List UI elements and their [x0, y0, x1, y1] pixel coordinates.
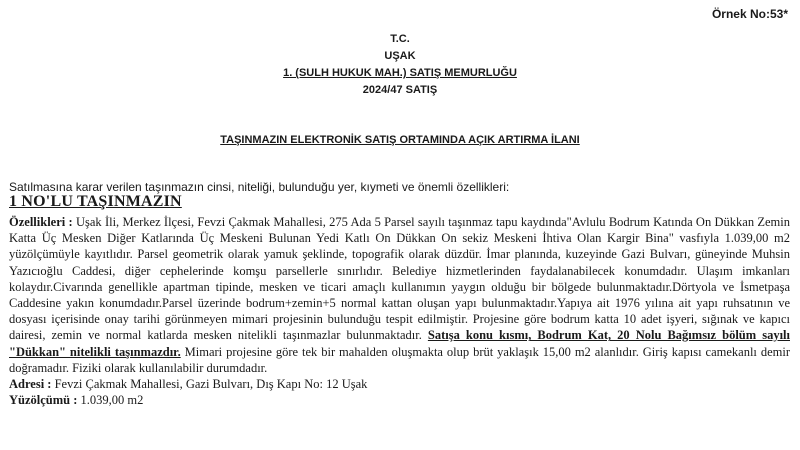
- features-highlight: Satışa konu kısmı, Bodrum Kat, 20 Nolu Bağımsız bölüm sayılı "Dükkan" nitelikli taşınmazdır.: [9, 328, 790, 359]
- features-paragraph: [9, 214, 790, 376]
- property-title: 1 NO'LU TAŞINMAZIN: [9, 193, 182, 210]
- area-value: 1.039,00 m2: [77, 393, 144, 408]
- header-office: 1. (SULH HUKUK MAH.) SATIŞ MEMURLUĞU: [283, 67, 517, 79]
- notice-title: TAŞINMAZIN ELEKTRONİK SATIŞ ORTAMINDA AÇIK ARTIRMA İLANI: [220, 134, 580, 146]
- features-text-2: Mimari projesine göre tek bir mahalden oluşmakta olup brüt yaklaşık 15,00 m2 alanlıdır. Giriş kapısı camekanlı demir doğramadır. Fiziki olarak kullanılabilir durumdadır.: [9, 344, 790, 375]
- header-city: UŞAK: [384, 50, 416, 62]
- intro-text: Satılmasına karar verilen taşınmazın cinsi, niteliği, bulunduğu yer, kıymeti ve önemli özellikleri:: [9, 180, 510, 194]
- features-label: Özellikleri :: [9, 215, 73, 229]
- address-value: Fevzi Çakmak Mahallesi, Gazi Bulvarı, Dış Kapı No: 12 Uşak: [51, 377, 368, 392]
- area-row: [9, 392, 790, 408]
- address-row: [9, 376, 790, 392]
- sample-number: Örnek No:53*: [711, 7, 788, 21]
- address-label: Adresi :: [9, 377, 52, 392]
- area-label: Yüzölçümü :: [9, 393, 78, 408]
- features-text-1: Uşak İli, Merkez İlçesi, Fevzi Çakmak Mahallesi, 275 Ada 5 Parsel sayılı taşınmaz tapu kaydında"Avlulu Bodrum Katında On Dükkan Zemin Katta Üç Mesken Diğer Katlarında Üç Meskeni Bulunan Yedi Katlı On Dükkan On sekiz Meskeni İhtiva Olan Kargir Bina" vasfıyla 1.039,00 m2 yüzölçümüyle kayıtlıdır. Parsel geometrik olarak yamuk şeklinde, topografik olarak düzdür. İmar planında, kuzeyinde Gazi Bulvarı, güneyinde Muhsin Yazıcıoğlu Caddesi, diğer cephelerinde komşu parsellerle sınırlıdır. Belediye hizmetlerinden faydalanabilecek konumdadır. Ulaşım imkanları kolaydır.Civarında genellikle apartman tipinde, mesken ve ticari amaçlı kullanımın yaygın olduğu bir bölgede bulunmaktadır.Dörtyola ve İsmetpaşa Caddesine yakın konumdadır.Parsel üzerinde bodrum+zemin+5 normal kattan oluşan yapı bulunmaktadır.Yapıya ait 1976 yılına ait yapı ruhsatının ve dosyası içerisinde onay tarihi görünmeyen mimari projesinin bulunduğu tespit edilmiştir. Projesine göre bodrum katta 10 adet işyeri, sığınak ve kapıcı dairesi, zemin ve normal katlarda mesken nitelikli taşınmazlar bulunmaktadır.: [9, 215, 790, 343]
- property-details: [9, 214, 790, 408]
- header-tc: T.C.: [390, 33, 410, 45]
- header-file-number: 2024/47 SATIŞ: [362, 84, 438, 96]
